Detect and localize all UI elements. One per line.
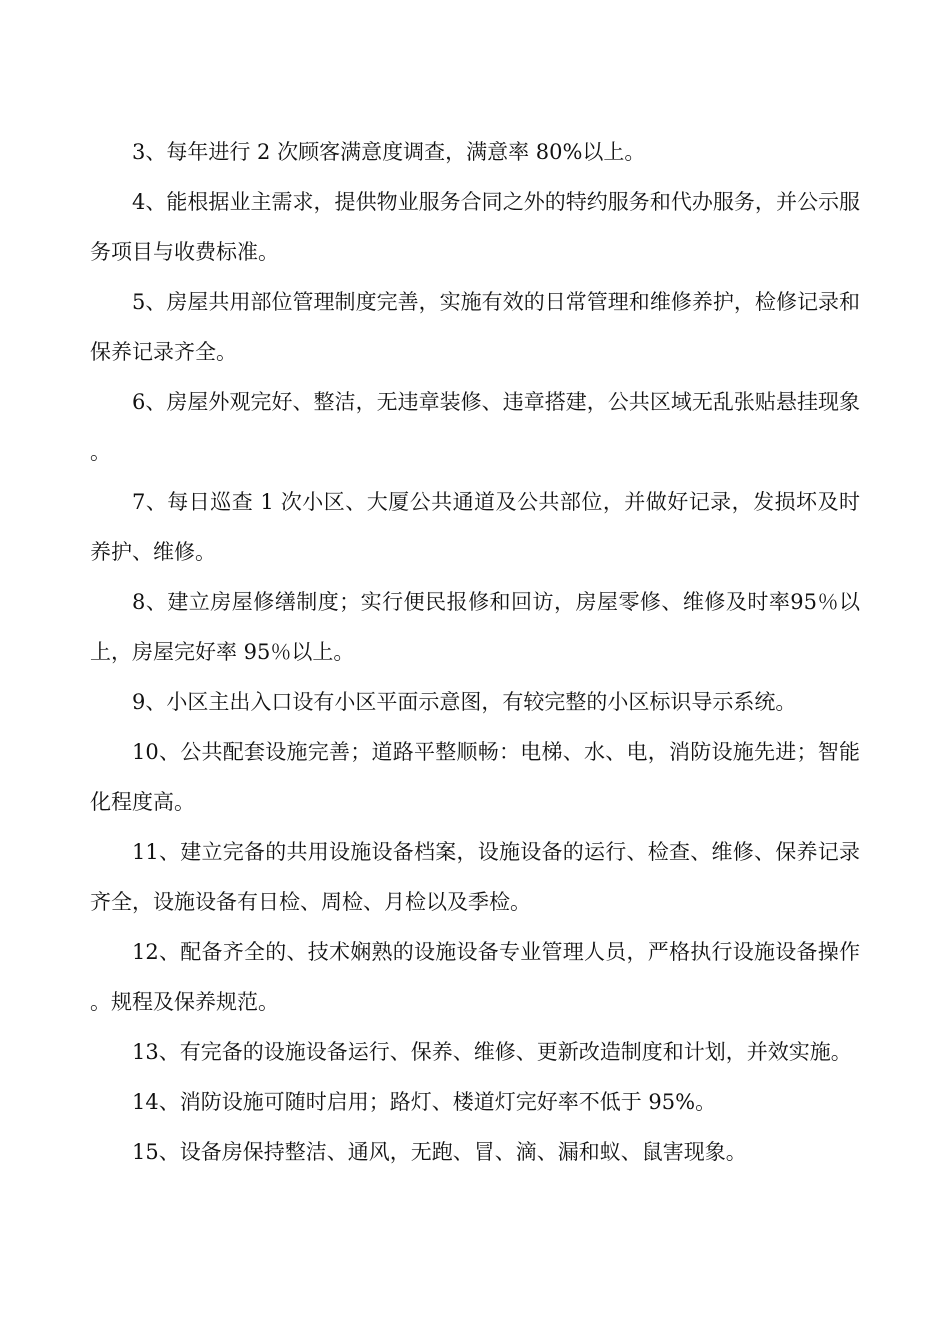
paragraph-item-7: 7、每日巡查 1 次小区、大厦公共通道及公共部位，并做好记录，发损坏及时养护、维修。 [90, 490, 860, 564]
paragraph-item-12: 12、配备齐全的、技术娴熟的设施设备专业管理人员，严格执行设施设备操作。规程及保养规范。 [90, 940, 860, 1014]
paragraph-item-14: 14、消防设施可随时启用；路灯、楼道灯完好率不低于 95%。 [132, 1090, 717, 1114]
paragraph-item-15: 15、设备房保持整洁、通风，无跑、冒、滴、漏和蚁、鼠害现象。 [132, 1140, 747, 1164]
paragraph-item-5: 5、房屋共用部位管理制度完善，实施有效的日常管理和维修养护，检修记录和保养记录齐全。 [90, 290, 860, 364]
paragraph-item-3: 3、每年进行 2 次顾客满意度调查，满意率 80%以上。 [132, 140, 646, 164]
paragraph-item-13: 13、有完备的设施设备运行、保养、维修、更新改造制度和计划，并效实施。 [132, 1040, 852, 1064]
document-body [90, 127, 860, 1177]
paragraph-item-4: 4、能根据业主需求，提供物业服务合同之外的特约服务和代办服务，并公示服务项目与收费标准。 [90, 190, 860, 264]
paragraph-item-11: 11、建立完备的共用设施设备档案，设施设备的运行、检查、维修、保养记录齐全，设施设备有日检、周检、月检以及季检。 [90, 840, 860, 914]
paragraph-item-6: 6、房屋外观完好、整洁，无违章装修、违章搭建，公共区域无乱张贴悬挂现象。 [90, 390, 860, 464]
paragraph-item-10: 10、公共配套设施完善；道路平整顺畅：电梯、水、电，消防设施先进；智能化程度高。 [90, 740, 860, 814]
paragraph-item-9: 9、小区主出入口设有小区平面示意图，有较完整的小区标识导示系统。 [132, 690, 797, 714]
paragraph-item-8: 8、建立房屋修缮制度；实行便民报修和回访，房屋零修、维修及时率95％以上，房屋完好率 95％以上。 [90, 590, 860, 664]
